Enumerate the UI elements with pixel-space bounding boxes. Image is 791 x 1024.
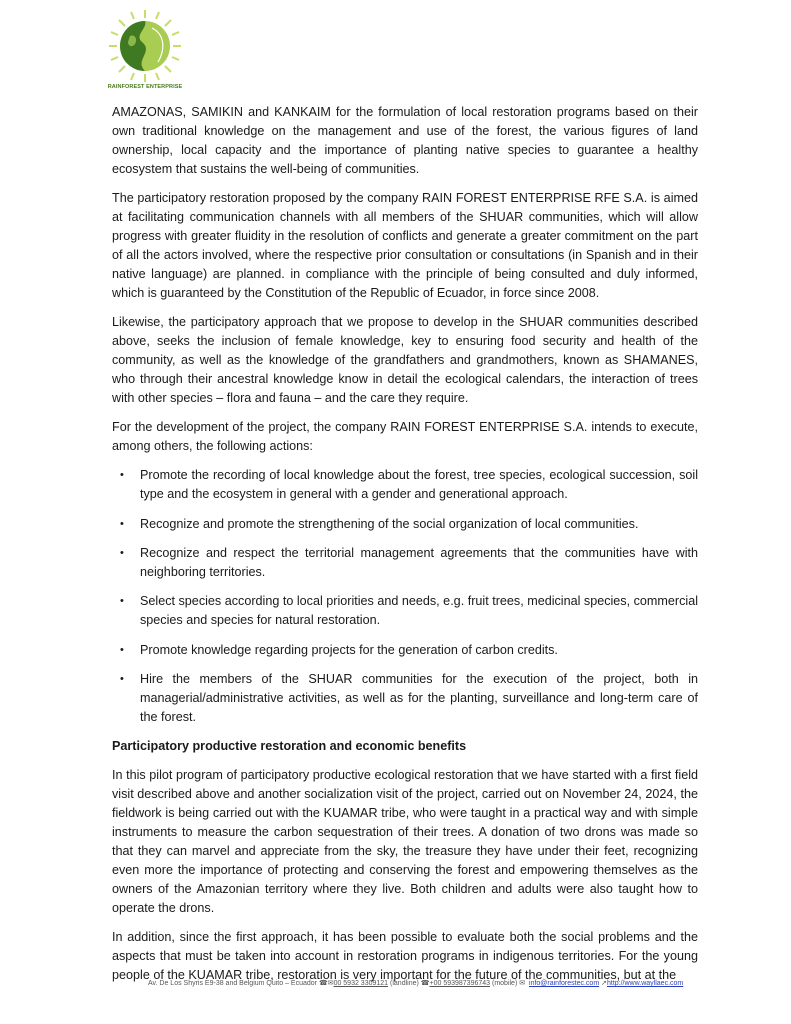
section-heading: Participatory productive restoration and economic benefits bbox=[112, 739, 467, 754]
list-item bbox=[112, 515, 698, 534]
footer-website-link[interactable]: http://www.wayllaec.com bbox=[606, 980, 684, 987]
list-item-text: Promote the recording of local knowledge about the forest, tree species, ecological succession, soil type and the ecosystem in general with a gender and generational approach. bbox=[140, 468, 698, 502]
list-item bbox=[112, 544, 698, 582]
list-item-text: Recognize and respect the territorial management agreements that the communities have with neighboring territories. bbox=[140, 546, 698, 580]
paragraph-pilot-program: In this pilot program of participatory productive ecological restoration that we have started with a first field visit described above and another socialization visit of the project, carried out on November 24, 2024, the fieldwork is being carried out with the KUAMAR tribe, who were taught in a practical way and with simple instruments to measure the carbon sequestration of their trees. A donation of two drons was made so that they can marvel and appreciate from the sky, the treasure they have under their feet, recognizing even more the importance of protecting and conserving the forest and empowering themselves as the owners of the Amazonian territory where they live. Both children and adults were also taught how to operate the drons. bbox=[112, 768, 698, 915]
list-item bbox=[112, 641, 698, 660]
logo-text: RAINFOREST ENTERPRISE bbox=[107, 84, 183, 90]
bullet-icon: • bbox=[120, 517, 124, 530]
bullet-icon: • bbox=[120, 595, 124, 608]
web-icon: ➚ bbox=[601, 980, 607, 987]
bullet-icon: • bbox=[120, 673, 124, 686]
mobile-phone-icon: ☎ bbox=[420, 980, 430, 987]
footer-address: Av. De Los Shyris E9-38 and Belgium Quito – Ecuador bbox=[148, 980, 317, 987]
phone-icon: ☎ bbox=[318, 980, 328, 987]
footer-mobile-label: (mobile) bbox=[492, 980, 518, 987]
paragraph-participatory-restoration: The participatory restoration proposed by the company RAIN FOREST ENTERPRISE RFE S.A. is aimed at facilitating communication channels with all members of the SHUAR communities, which will allow progress with greater fluidity in the resolution of conflicts and generate a greater commitment on the part of all the actors involved, where the respective prior consultation or consultations (in Spanish and in their native language) are planned. in compliance with the principle of being consulted and duly informed, which is guaranteed by the Constitution of the Republic of Ecuador, in force since 2008. bbox=[112, 191, 698, 300]
fax-icon: ✉ bbox=[327, 980, 334, 987]
paragraph-additional-evaluation: In addition, since the first approach, it has been possible to evaluate both the social problems and the aspects that must be taken into account in restoration programs in indigenous territories. For the young people of the KUAMAR tribe, restoration is very important for the future of the communities, but at the bbox=[112, 930, 698, 982]
bullet-icon: • bbox=[120, 643, 124, 656]
footer-landline-label: (landline) bbox=[390, 980, 419, 987]
list-item bbox=[112, 670, 698, 727]
company-logo bbox=[104, 8, 184, 92]
list-item-text: Hire the members of the SHUAR communities for the execution of the project, both in managerial/administrative activities, as well as for the planting, surveillance and long-term care of the forest. bbox=[140, 672, 698, 724]
paragraph-participatory-approach: Likewise, the participatory approach that we propose to develop in the SHUAR communities described above, seeks the inclusion of female knowledge, key to ensuring food security and health of the community, as well as the knowledge of the grandfathers and grandmothers, known as SHAMANES, who through their ancestral knowledge know in detail the ecological calendars, the interaction of trees with other species – flora and fauna – and the care they require. bbox=[112, 315, 698, 405]
sun-globe-leaf-icon bbox=[104, 8, 186, 84]
footer-landline[interactable]: 00 5932 3309121 bbox=[333, 980, 389, 987]
document-body bbox=[112, 103, 698, 995]
list-item bbox=[112, 466, 698, 504]
mail-icon: ✉ bbox=[519, 980, 526, 987]
actions-list bbox=[112, 466, 698, 726]
page-footer bbox=[148, 979, 708, 987]
list-item-text: Select species according to local priorities and needs, e.g. fruit trees, medicinal species, commercial species and species for natural restoration. bbox=[140, 594, 698, 628]
paragraph-development-actions: For the development of the project, the company RAIN FOREST ENTERPRISE S.A. intends to execute, among others, the following actions: bbox=[112, 420, 698, 453]
bullet-icon: • bbox=[120, 469, 124, 482]
footer-mobile[interactable]: +00 593987396743 bbox=[429, 980, 491, 987]
list-item bbox=[112, 592, 698, 630]
list-item-text: Recognize and promote the strengthening of the social organization of local communities. bbox=[140, 516, 639, 531]
footer-email-link[interactable]: info@rainforestec.com bbox=[529, 980, 600, 987]
list-item-text: Promote knowledge regarding projects for the generation of carbon credits. bbox=[140, 642, 558, 657]
bullet-icon: • bbox=[120, 547, 124, 560]
paragraph-intro: AMAZONAS, SAMIKIN and KANKAIM for the formulation of local restoration programs based on their own traditional knowledge on the management and use of the forest, the various figures of land ownership, local capacity and the importance of planting native species to guarantee a healthy ecosystem that sustains the well-being of communities. bbox=[112, 105, 698, 176]
